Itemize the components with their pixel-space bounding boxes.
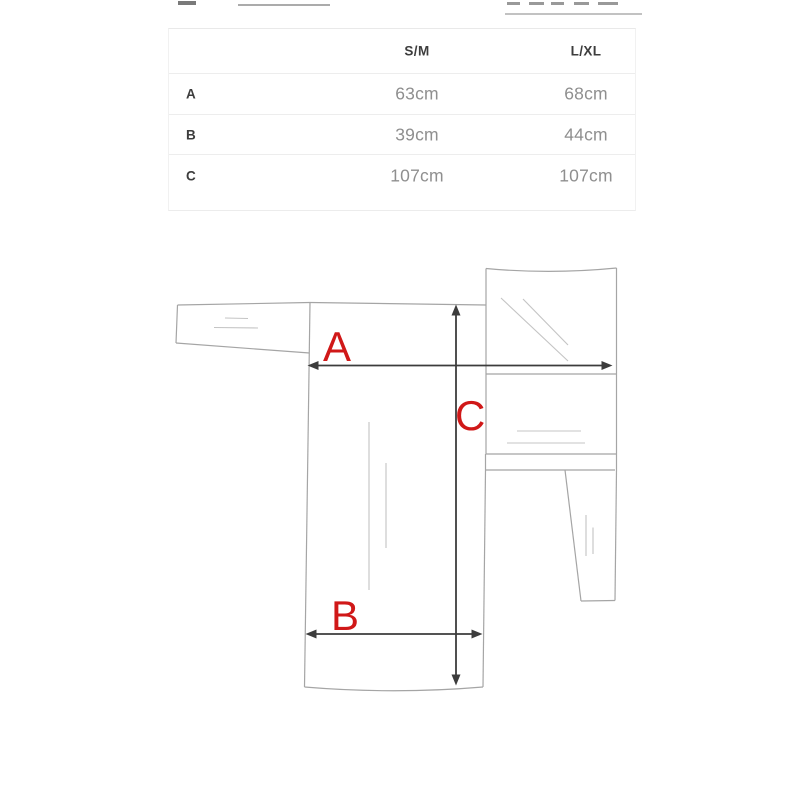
dimension-label-b: B xyxy=(331,592,360,639)
size-table-header-sm: S/M xyxy=(404,43,430,59)
measurement-value-sm: 39cm xyxy=(395,124,439,144)
measurement-value-lxl: 68cm xyxy=(564,83,608,104)
dimension-label-a: A xyxy=(323,323,352,370)
measurement-label: B xyxy=(186,127,197,142)
measurement-value-sm: 107cm xyxy=(390,165,444,186)
right-sleeve xyxy=(565,470,617,601)
dimension-arrow-c xyxy=(452,305,461,686)
fold-lines xyxy=(214,298,593,590)
measurement-value-lxl: 44cm xyxy=(564,124,608,144)
dimension-arrow-a xyxy=(308,361,613,370)
measurement-label: C xyxy=(186,168,197,184)
measurement-label: A xyxy=(186,86,197,102)
garment-outline xyxy=(176,268,617,691)
size-table-header-lxl: L/XL xyxy=(570,43,602,59)
measurement-value-lxl: 107cm xyxy=(559,165,613,186)
back-panel xyxy=(486,268,617,470)
measurement-value-sm: 63cm xyxy=(395,83,439,104)
dimension-label-c: C xyxy=(455,392,486,439)
